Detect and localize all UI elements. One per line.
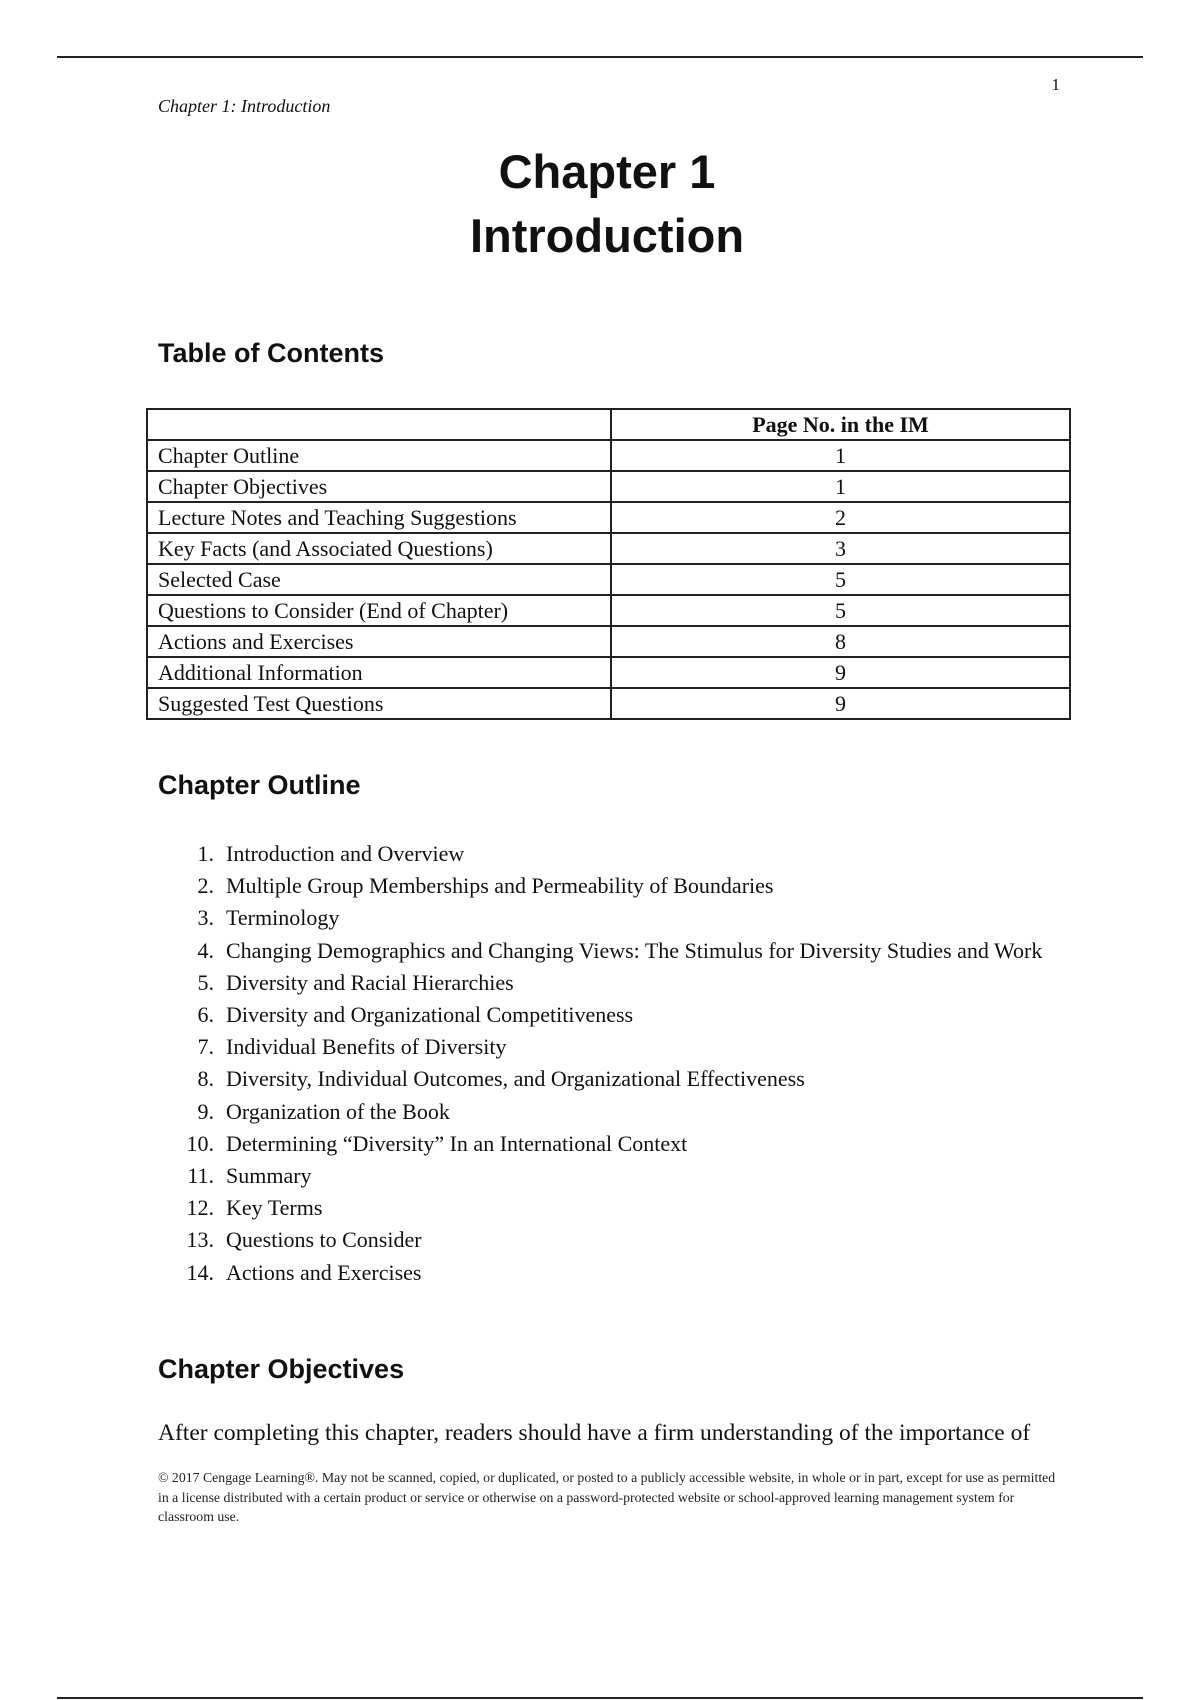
list-item-number: 3. bbox=[197, 905, 214, 931]
list-item-number: 6. bbox=[197, 1002, 214, 1028]
toc-page: 5 bbox=[611, 595, 1070, 626]
list-item-number: 9. bbox=[197, 1098, 214, 1124]
list-item bbox=[158, 1128, 1058, 1160]
table-row bbox=[147, 626, 1070, 657]
list-item-number: 11. bbox=[187, 1163, 214, 1189]
list-item bbox=[158, 1063, 1058, 1095]
list-item bbox=[158, 1096, 1058, 1128]
toc-section: Actions and Exercises bbox=[147, 626, 611, 657]
toc-page: 9 bbox=[611, 657, 1070, 688]
toc-section: Chapter Outline bbox=[147, 440, 611, 471]
toc-page: 1 bbox=[611, 440, 1070, 471]
list-item-text: Diversity and Racial Hierarchies bbox=[226, 969, 514, 995]
list-item bbox=[158, 838, 1058, 870]
table-row bbox=[147, 502, 1070, 533]
list-item-text: Introduction and Overview bbox=[226, 841, 465, 866]
toc-header-page: Page No. in the IM bbox=[611, 409, 1070, 440]
toc-section: Lecture Notes and Teaching Suggestions bbox=[147, 502, 611, 533]
list-item-number: 5. bbox=[197, 969, 214, 995]
toc-section: Key Facts (and Associated Questions) bbox=[147, 533, 611, 564]
list-item-number: 7. bbox=[197, 1034, 214, 1060]
toc-page: 5 bbox=[611, 564, 1070, 595]
toc-page: 9 bbox=[611, 688, 1070, 719]
list-item-text: Organization of the Book bbox=[226, 1098, 450, 1124]
toc-section: Selected Case bbox=[147, 564, 611, 595]
list-item-text: Individual Benefits of Diversity bbox=[226, 1034, 507, 1060]
list-item-number: 10. bbox=[186, 1130, 214, 1156]
list-item-number: 8. bbox=[197, 1066, 214, 1092]
list-item bbox=[158, 1031, 1058, 1063]
objectives-paragraph: After completing this chapter, readers should have a firm understanding of the importance of bbox=[158, 1420, 1031, 1446]
table-row bbox=[147, 657, 1070, 688]
list-item-text: Summary bbox=[226, 1163, 312, 1189]
toc-page: 1 bbox=[611, 471, 1070, 502]
list-item bbox=[158, 935, 1058, 967]
chapter-outline-list bbox=[158, 838, 1058, 1289]
chapter-title-name: Introduction bbox=[469, 209, 745, 262]
table-row bbox=[147, 564, 1070, 595]
toc-header-row bbox=[147, 409, 1070, 440]
list-item bbox=[158, 870, 1058, 902]
bottom-rule bbox=[57, 1697, 1143, 1699]
list-item bbox=[158, 1257, 1058, 1289]
list-item-number: 12. bbox=[186, 1195, 214, 1221]
list-item-text: Key Terms bbox=[226, 1195, 323, 1221]
toc-table bbox=[146, 408, 1071, 720]
objectives-heading: Chapter Objectives bbox=[158, 1354, 405, 1384]
toc-section: Questions to Consider (End of Chapter) bbox=[147, 595, 611, 626]
list-item-number: 1. bbox=[197, 841, 214, 866]
list-item bbox=[158, 999, 1058, 1031]
toc-page: 3 bbox=[611, 533, 1070, 564]
table-row bbox=[147, 595, 1070, 626]
toc-page: 2 bbox=[611, 502, 1070, 533]
list-item bbox=[158, 967, 1058, 999]
top-rule bbox=[57, 56, 1143, 58]
list-item-text: Changing Demographics and Changing Views: The Stimulus for Diversity Studies and Work bbox=[226, 937, 1043, 963]
page-number: 1 bbox=[1051, 75, 1060, 94]
toc-page: 8 bbox=[611, 626, 1070, 657]
table-row bbox=[147, 471, 1070, 502]
toc-section: Chapter Objectives bbox=[147, 471, 611, 502]
toc-header-section bbox=[147, 409, 611, 440]
list-item-number: 2. bbox=[197, 873, 214, 899]
list-item-text: Diversity, Individual Outcomes, and Organizational Effectiveness bbox=[226, 1066, 805, 1092]
toc-heading: Table of Contents bbox=[158, 338, 384, 368]
outline-heading: Chapter Outline bbox=[158, 770, 361, 800]
running-head: Chapter 1: Introduction bbox=[158, 96, 331, 116]
list-item-text: Actions and Exercises bbox=[226, 1259, 422, 1285]
list-item-text: Questions to Consider bbox=[226, 1227, 422, 1253]
list-item-number: 4. bbox=[197, 937, 214, 963]
toc-section: Additional Information bbox=[147, 657, 611, 688]
table-row bbox=[147, 533, 1070, 564]
copyright-notice: © 2017 Cengage Learning®. May not be scanned, copied, or duplicated, or posted to a publicly accessible website, in whole or in part, except for use as permitted in a license distributed with a certain product or service or otherwise on a password-protected website or school-approved learning management system for classroom use. bbox=[158, 1470, 1056, 1524]
list-item bbox=[158, 902, 1058, 934]
list-item-number: 13. bbox=[186, 1227, 214, 1253]
list-item-text: Multiple Group Memberships and Permeability of Boundaries bbox=[226, 873, 774, 899]
chapter-title-number: Chapter 1 bbox=[498, 145, 716, 198]
list-item-text: Determining “Diversity” In an International Context bbox=[226, 1130, 688, 1156]
toc-section: Suggested Test Questions bbox=[147, 688, 611, 719]
list-item bbox=[158, 1192, 1058, 1224]
table-row bbox=[147, 440, 1070, 471]
list-item-number: 14. bbox=[186, 1259, 214, 1285]
chapter-title bbox=[0, 140, 1200, 268]
list-item-text: Diversity and Organizational Competitiveness bbox=[226, 1002, 634, 1028]
list-item bbox=[158, 1160, 1058, 1192]
list-item bbox=[158, 1224, 1058, 1256]
table-row bbox=[147, 688, 1070, 719]
list-item-text: Terminology bbox=[226, 905, 340, 931]
